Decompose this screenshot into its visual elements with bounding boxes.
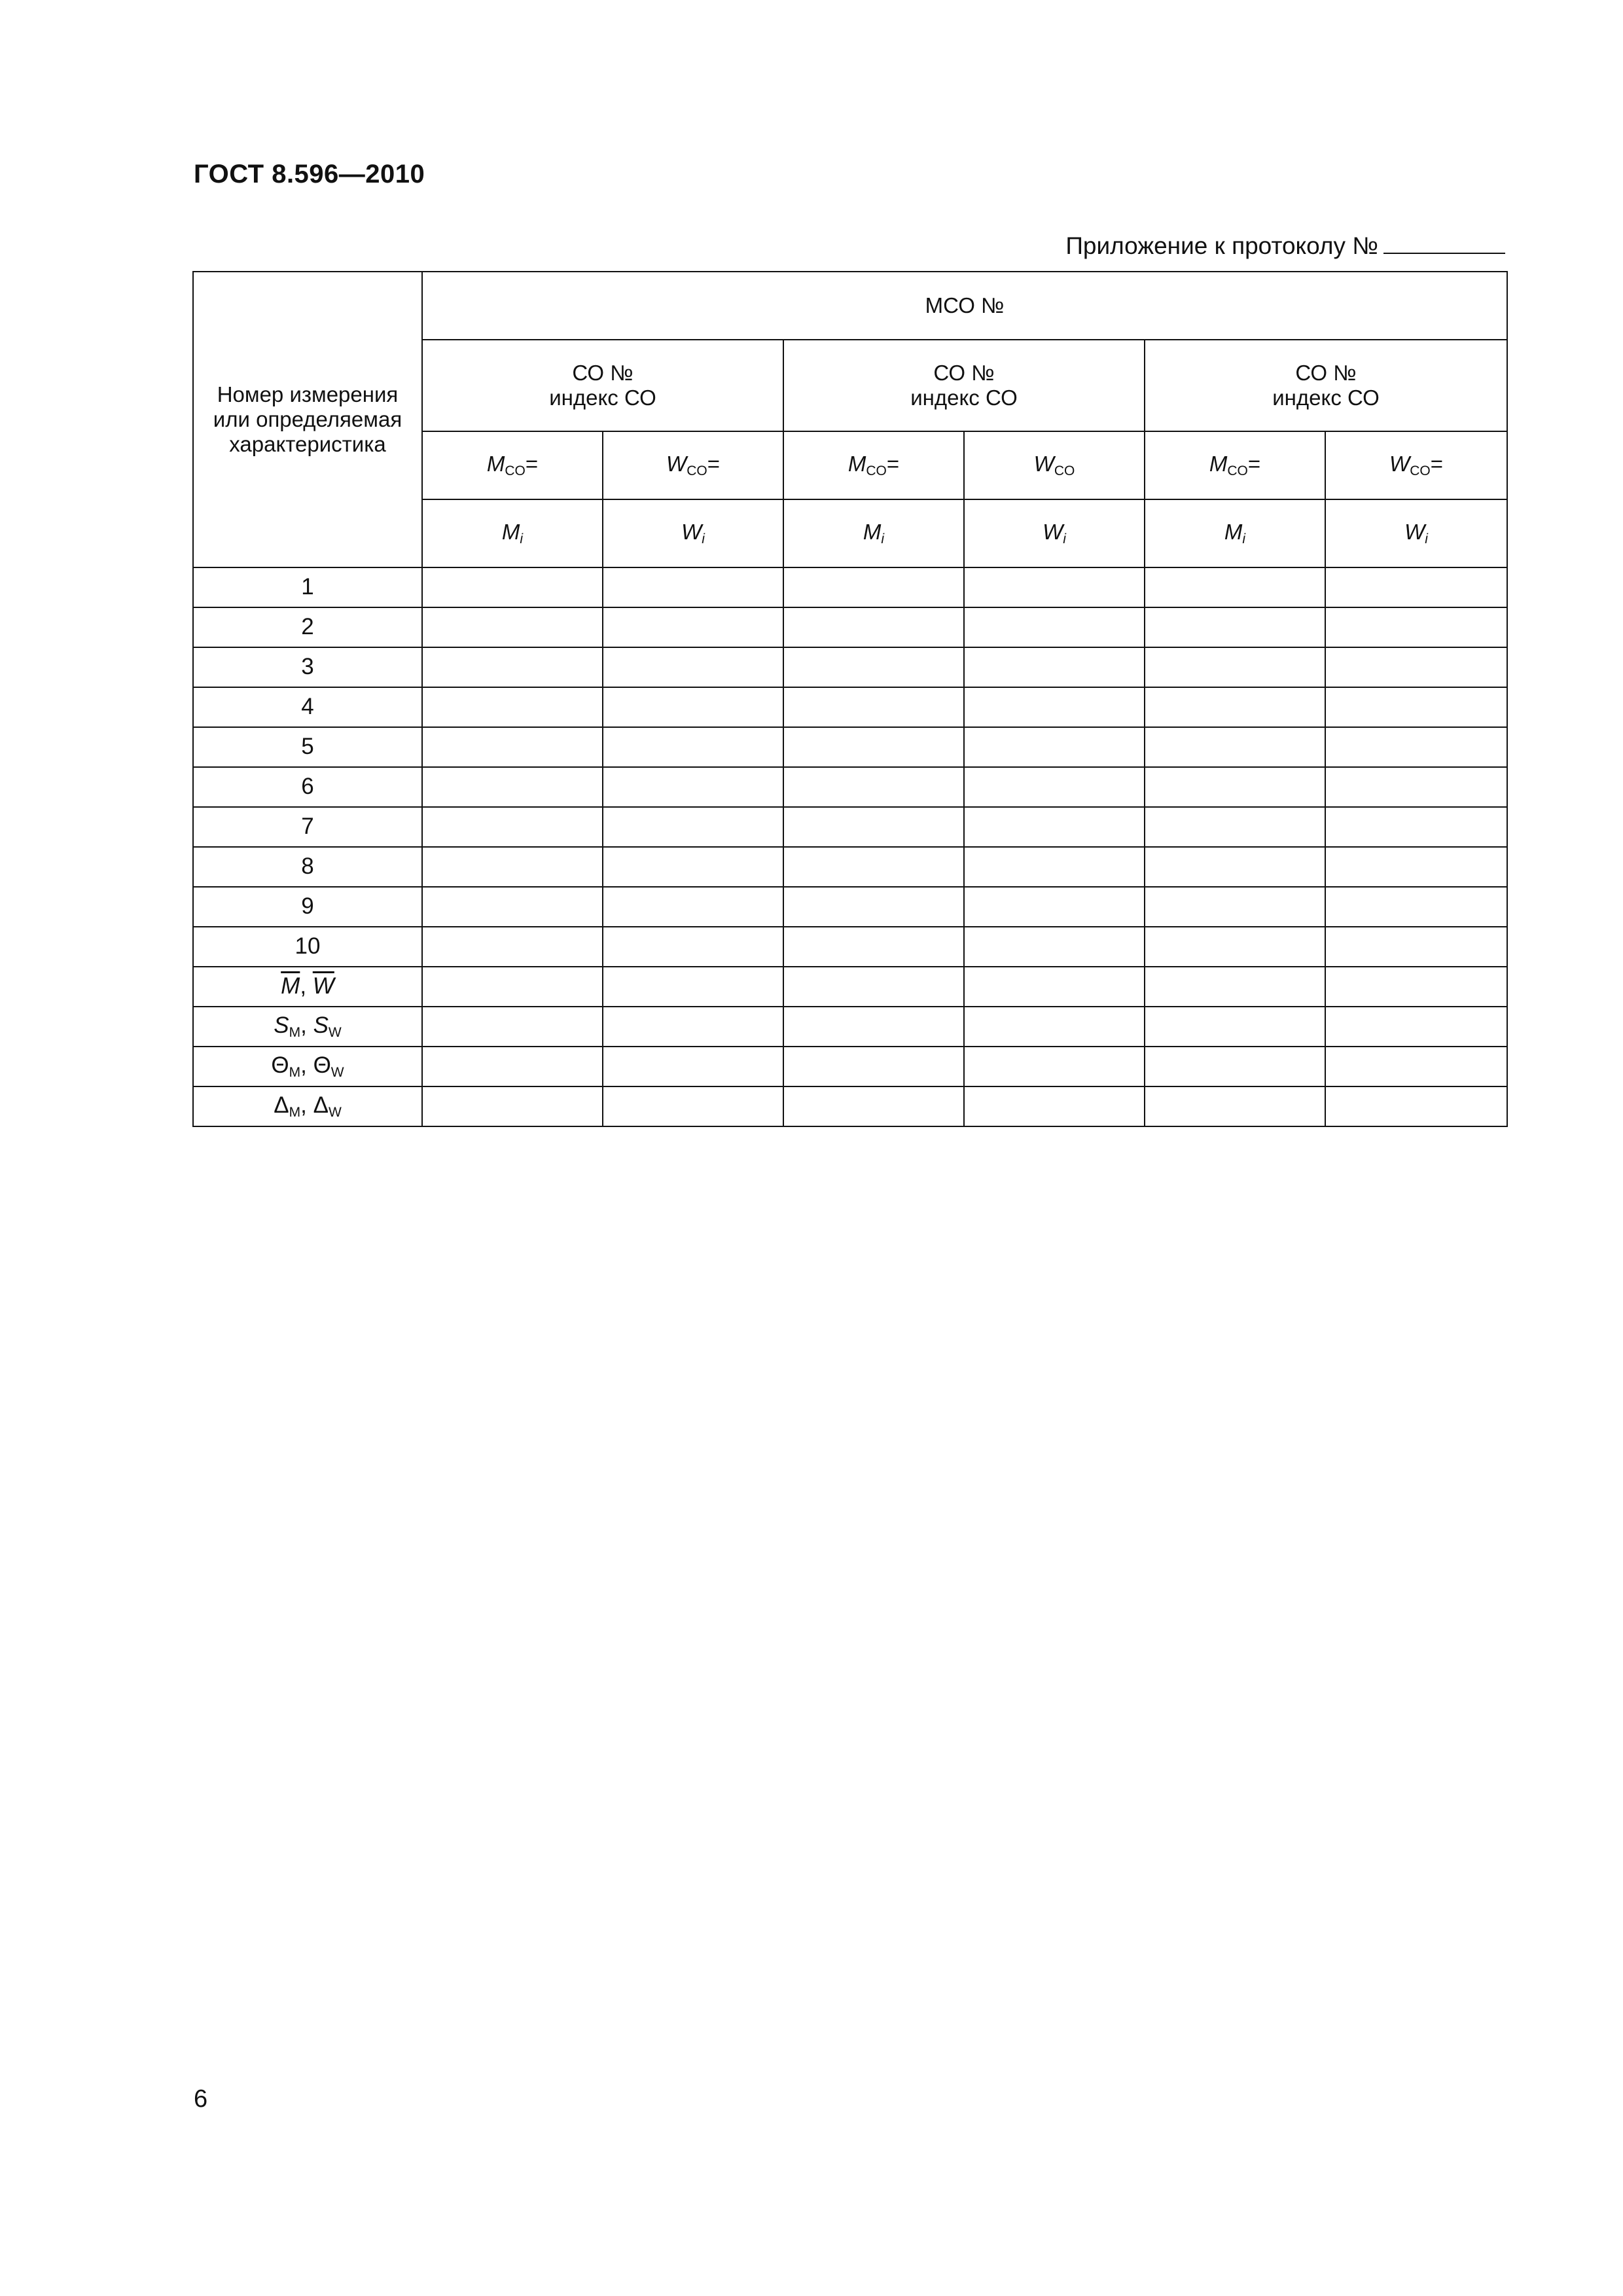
- table-cell[interactable]: [1145, 887, 1325, 927]
- table-cell[interactable]: [603, 727, 783, 767]
- table-cell[interactable]: [964, 647, 1145, 687]
- row-number-cell: [193, 887, 422, 927]
- row-number: 3: [301, 654, 314, 680]
- symbol-base: W: [1033, 451, 1054, 476]
- table-cell[interactable]: [603, 967, 783, 1007]
- delta-w-sub: W: [328, 1104, 342, 1120]
- table-cell[interactable]: [422, 687, 603, 727]
- table-cell[interactable]: [603, 647, 783, 687]
- row-number-cell: [193, 607, 422, 647]
- table-cell[interactable]: [1325, 607, 1507, 647]
- table-cell[interactable]: [964, 847, 1145, 887]
- symbol-base: W: [1043, 519, 1063, 544]
- mean-separator: ,: [300, 973, 313, 999]
- table-cell[interactable]: [1145, 807, 1325, 847]
- measurement-symbol-cell: [422, 499, 603, 567]
- table-cell[interactable]: [1145, 927, 1325, 967]
- symbol-suffix: =: [1430, 451, 1443, 476]
- symbol-subscript: i: [1242, 531, 1246, 547]
- symbol-suffix: =: [886, 451, 900, 476]
- table-cell[interactable]: [422, 1007, 603, 1047]
- co-group-1: [422, 340, 783, 431]
- row-number: 8: [301, 853, 314, 880]
- row-header-label: Номер измерения или определяемая характеристика: [213, 382, 402, 456]
- symbol-base: W: [1389, 451, 1410, 476]
- table-cell[interactable]: [422, 727, 603, 767]
- mean-w-symbol: $\overline{W}$: [312, 973, 334, 999]
- table-cell[interactable]: [783, 1086, 964, 1126]
- table-row: [193, 927, 1507, 967]
- row-number: 4: [301, 694, 314, 720]
- table-cell[interactable]: [783, 807, 964, 847]
- table-cell[interactable]: [1325, 967, 1507, 1007]
- reference-symbol-cell: [783, 431, 964, 499]
- table-row: [193, 807, 1507, 847]
- table-cell[interactable]: [783, 847, 964, 887]
- row-number: 1: [301, 574, 314, 600]
- table-cell[interactable]: [1325, 727, 1507, 767]
- co-number-label: СО №: [572, 361, 633, 386]
- table-cell[interactable]: [1145, 567, 1325, 607]
- table-cell[interactable]: [1325, 887, 1507, 927]
- table-cell[interactable]: [964, 767, 1145, 807]
- table-cell[interactable]: [783, 1007, 964, 1047]
- table-cell[interactable]: [783, 927, 964, 967]
- table-cell[interactable]: [1325, 847, 1507, 887]
- table-row: [193, 567, 1507, 607]
- row-number-cell: [193, 727, 422, 767]
- table-cell[interactable]: [783, 647, 964, 687]
- table-cell[interactable]: [603, 847, 783, 887]
- table-row: [193, 847, 1507, 887]
- reference-symbol-cell: [422, 431, 603, 499]
- table-cell[interactable]: [1325, 1086, 1507, 1126]
- row-number-cell: [193, 767, 422, 807]
- theta-m-symbol: Θ: [271, 1052, 289, 1078]
- table-cell[interactable]: [422, 927, 603, 967]
- measurement-symbol-cell: [1325, 499, 1507, 567]
- table-cell[interactable]: [603, 1047, 783, 1086]
- table-cell[interactable]: [964, 687, 1145, 727]
- table-cell[interactable]: [964, 727, 1145, 767]
- table-cell[interactable]: [1145, 647, 1325, 687]
- table-cell[interactable]: [422, 887, 603, 927]
- table-cell[interactable]: [1145, 1007, 1325, 1047]
- delta-m-sub: M: [289, 1104, 301, 1120]
- symbol-subscript: i: [520, 531, 524, 547]
- reference-symbol-cell: [1325, 431, 1507, 499]
- delta-w-symbol: Δ: [313, 1092, 329, 1118]
- table-row: [193, 687, 1507, 727]
- reference-symbol-cell: [964, 431, 1145, 499]
- table-cell[interactable]: [422, 647, 603, 687]
- table-cell[interactable]: [783, 1047, 964, 1086]
- sd-w-sub: W: [328, 1024, 342, 1040]
- table-row-mean: [193, 967, 1507, 1007]
- table-cell[interactable]: [964, 1007, 1145, 1047]
- mean-label-cell: [193, 967, 422, 1007]
- symbol-base: W: [666, 451, 687, 476]
- reference-symbol-cell: [603, 431, 783, 499]
- table-cell[interactable]: [783, 607, 964, 647]
- row-number-cell: [193, 927, 422, 967]
- mco-label: МСО №: [925, 293, 1005, 318]
- row-number: 6: [301, 774, 314, 800]
- row-number-cell: [193, 687, 422, 727]
- table-cell[interactable]: [422, 1047, 603, 1086]
- table-cell[interactable]: [964, 1047, 1145, 1086]
- table-cell[interactable]: [603, 887, 783, 927]
- co-index-label: индекс СО: [910, 386, 1018, 410]
- symbol-base: M: [501, 519, 520, 544]
- symbol-base: M: [847, 451, 866, 476]
- co-group-3: [1145, 340, 1507, 431]
- table-cell[interactable]: [964, 567, 1145, 607]
- table-row: [193, 887, 1507, 927]
- table-cell[interactable]: [1145, 727, 1325, 767]
- table-cell[interactable]: [1325, 1047, 1507, 1086]
- symbol-subscript: CO: [1227, 463, 1248, 478]
- table-cell[interactable]: [603, 807, 783, 847]
- symbol-base: M: [863, 519, 882, 544]
- measurement-symbol-cell: [964, 499, 1145, 567]
- co-number-label: СО №: [933, 361, 995, 386]
- table-row: [193, 647, 1507, 687]
- table-cell[interactable]: [603, 1007, 783, 1047]
- table-cell[interactable]: [964, 967, 1145, 1007]
- table-cell[interactable]: [1145, 767, 1325, 807]
- protocol-number-blank: [1383, 229, 1505, 254]
- table-cell[interactable]: [422, 967, 603, 1007]
- co-index-label: индекс СО: [549, 386, 656, 410]
- table-cell[interactable]: [783, 687, 964, 727]
- symbol-subscript: CO: [1054, 463, 1075, 478]
- table-cell[interactable]: [1145, 847, 1325, 887]
- symbol-base: M: [486, 451, 505, 476]
- table-cell[interactable]: [783, 887, 964, 927]
- table-cell[interactable]: [964, 927, 1145, 967]
- symbol-subscript: i: [1425, 531, 1428, 547]
- table-row-sd: [193, 1007, 1507, 1047]
- page-number: 6: [194, 2085, 208, 2113]
- table-cell[interactable]: [1145, 1086, 1325, 1126]
- table-cell[interactable]: [1325, 927, 1507, 967]
- theta-separator: ,: [300, 1052, 313, 1078]
- symbol-base: W: [1404, 519, 1425, 544]
- reference-symbol-cell: [1145, 431, 1325, 499]
- symbol-subscript: CO: [1410, 463, 1431, 478]
- table-cell[interactable]: [1325, 1007, 1507, 1047]
- table-cell[interactable]: [422, 1086, 603, 1126]
- sd-m-sub: M: [289, 1024, 301, 1040]
- co-group-2: [783, 340, 1145, 431]
- appendix-label: Приложение к протоколу №: [1065, 232, 1378, 259]
- measurement-symbol-cell: [1145, 499, 1325, 567]
- table-cell[interactable]: [603, 1086, 783, 1126]
- symbol-base: M: [1224, 519, 1243, 544]
- table-cell[interactable]: [603, 607, 783, 647]
- symbol-subscript: CO: [866, 463, 887, 478]
- table-cell[interactable]: [603, 767, 783, 807]
- symbol-base: M: [1209, 451, 1228, 476]
- table-cell[interactable]: [422, 607, 603, 647]
- table-cell[interactable]: [964, 607, 1145, 647]
- table-cell[interactable]: [783, 967, 964, 1007]
- row-number: 5: [301, 734, 314, 760]
- table-cell[interactable]: [1145, 607, 1325, 647]
- theta-m-sub: M: [289, 1064, 301, 1080]
- table-cell[interactable]: [422, 567, 603, 607]
- table-row: [193, 607, 1507, 647]
- table-cell[interactable]: [783, 567, 964, 607]
- document-code: ГОСТ 8.596—2010: [194, 160, 425, 188]
- table-cell[interactable]: [1325, 687, 1507, 727]
- table-cell[interactable]: [1325, 647, 1507, 687]
- co-number-label: СО №: [1295, 361, 1357, 386]
- symbol-subscript: i: [1063, 531, 1066, 547]
- row-number-cell: [193, 567, 422, 607]
- row-number: 2: [301, 614, 314, 640]
- sd-label-cell: [193, 1007, 422, 1047]
- row-number: 10: [294, 933, 321, 960]
- mco-header-cell: [422, 272, 1507, 340]
- theta-w-symbol: Θ: [313, 1052, 331, 1078]
- table-cell[interactable]: [783, 727, 964, 767]
- table-cell[interactable]: [964, 887, 1145, 927]
- table-row: [193, 727, 1507, 767]
- row-number-cell: [193, 647, 422, 687]
- table-cell[interactable]: [964, 807, 1145, 847]
- table-cell[interactable]: [1145, 687, 1325, 727]
- measurement-symbol-cell: [603, 499, 783, 567]
- row-header-cell: [193, 272, 422, 567]
- table-cell[interactable]: [1325, 807, 1507, 847]
- symbol-base: W: [681, 519, 702, 544]
- symbol-suffix: =: [1247, 451, 1261, 476]
- measurement-table: [192, 271, 1508, 1127]
- symbol-subscript: i: [881, 531, 885, 547]
- table-cell[interactable]: [783, 767, 964, 807]
- table-cell[interactable]: [1325, 767, 1507, 807]
- delta-separator: ,: [300, 1092, 313, 1118]
- measurement-symbol-cell: [783, 499, 964, 567]
- table-cell[interactable]: [1145, 1047, 1325, 1086]
- theta-label-cell: [193, 1047, 422, 1086]
- table-cell[interactable]: [1145, 967, 1325, 1007]
- table-cell[interactable]: [422, 847, 603, 887]
- table-cell[interactable]: [964, 1086, 1145, 1126]
- row-number-cell: [193, 847, 422, 887]
- appendix-caption: [982, 229, 1505, 260]
- table-row-theta: [193, 1047, 1507, 1086]
- table-cell[interactable]: [422, 767, 603, 807]
- mean-m-symbol: $\overline{M}$: [281, 973, 300, 999]
- symbol-suffix: =: [525, 451, 539, 476]
- sd-m-symbol: S: [274, 1012, 289, 1038]
- co-index-label: индекс СО: [1272, 386, 1380, 410]
- table-cell[interactable]: [603, 687, 783, 727]
- row-number: 7: [301, 814, 314, 840]
- table-row-delta: [193, 1086, 1507, 1126]
- symbol-subscript: CO: [687, 463, 707, 478]
- symbol-subscript: i: [702, 531, 705, 547]
- table-cell[interactable]: [603, 927, 783, 967]
- symbol-suffix: =: [707, 451, 720, 476]
- table-row: [193, 767, 1507, 807]
- row-number: 9: [301, 893, 314, 920]
- theta-w-sub: W: [330, 1064, 344, 1080]
- delta-label-cell: [193, 1086, 422, 1126]
- symbol-subscript: CO: [505, 463, 526, 478]
- sd-separator: ,: [300, 1012, 313, 1038]
- table-cell[interactable]: [603, 567, 783, 607]
- table-cell[interactable]: [1325, 567, 1507, 607]
- delta-m-symbol: Δ: [274, 1092, 289, 1118]
- row-number-cell: [193, 807, 422, 847]
- table-cell[interactable]: [422, 807, 603, 847]
- sd-w-symbol: S: [313, 1012, 329, 1038]
